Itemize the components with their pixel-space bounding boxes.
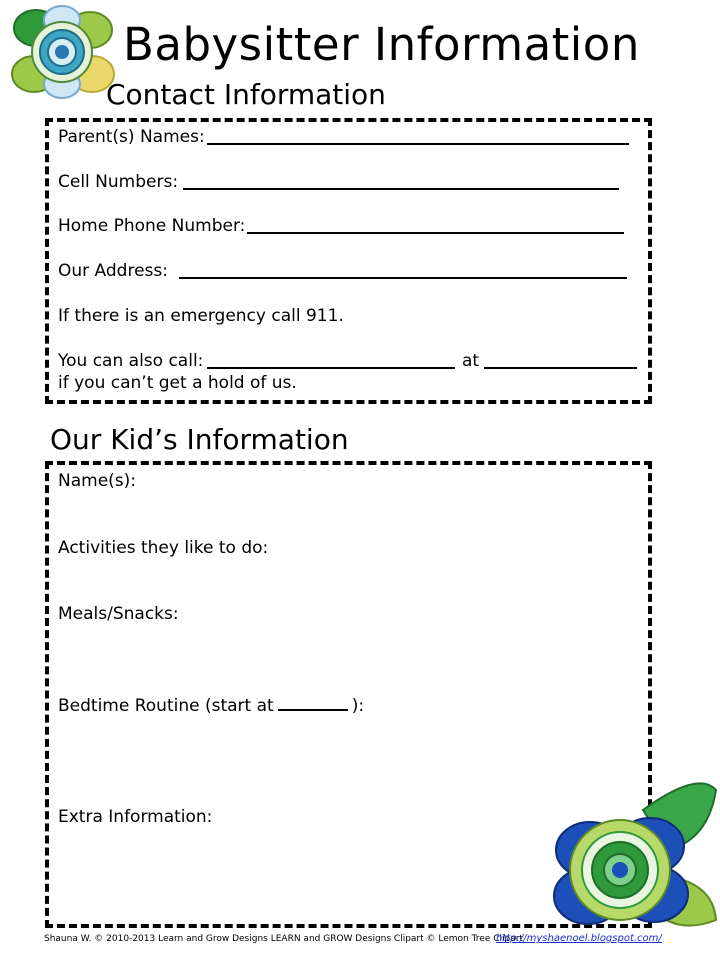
- kids-section-heading: Our Kid’s Information: [50, 423, 349, 456]
- home-phone-field[interactable]: [247, 232, 624, 234]
- cell-numbers-label: Cell Numbers:: [58, 172, 179, 192]
- also-call-number-field[interactable]: [484, 367, 637, 369]
- at-label: at: [462, 351, 480, 371]
- meals-label: Meals/Snacks:: [58, 604, 179, 624]
- flower-decoration-bottom: [548, 770, 718, 950]
- flower-decoration-top: [6, 2, 118, 102]
- activities-label: Activities they like to do:: [58, 538, 269, 558]
- bedtime-start-field[interactable]: [278, 695, 348, 711]
- cell-numbers-field[interactable]: [183, 188, 619, 190]
- home-phone-label: Home Phone Number:: [58, 216, 246, 236]
- footer-blog-link[interactable]: http://myshaenoel.blogspot.com/: [496, 933, 662, 944]
- address-field[interactable]: [179, 277, 627, 279]
- parents-names-label: Parent(s) Names:: [58, 127, 205, 147]
- contact-section-heading: Contact Information: [106, 78, 386, 111]
- address-label: Our Address:: [58, 261, 168, 281]
- names-label: Name(s):: [58, 471, 137, 491]
- page-title: Babysitter Information: [123, 18, 640, 71]
- bedtime-row: [58, 695, 364, 716]
- extra-info-label: Extra Information:: [58, 807, 213, 827]
- hold-text: if you can’t get a hold of us.: [58, 373, 297, 393]
- parents-names-field[interactable]: [207, 143, 629, 145]
- emergency-text: If there is an emergency call 911.: [58, 306, 344, 326]
- bedtime-close: ):: [351, 696, 365, 716]
- footer-credits: Shauna W. © 2010-2013 Learn and Grow Designs LEARN and GROW Designs Clipart © Lemon Tree Clipart: [44, 934, 523, 944]
- also-call-label: You can also call:: [58, 351, 204, 371]
- bedtime-label: Bedtime Routine (start at: [58, 696, 274, 716]
- also-call-name-field[interactable]: [207, 367, 455, 369]
